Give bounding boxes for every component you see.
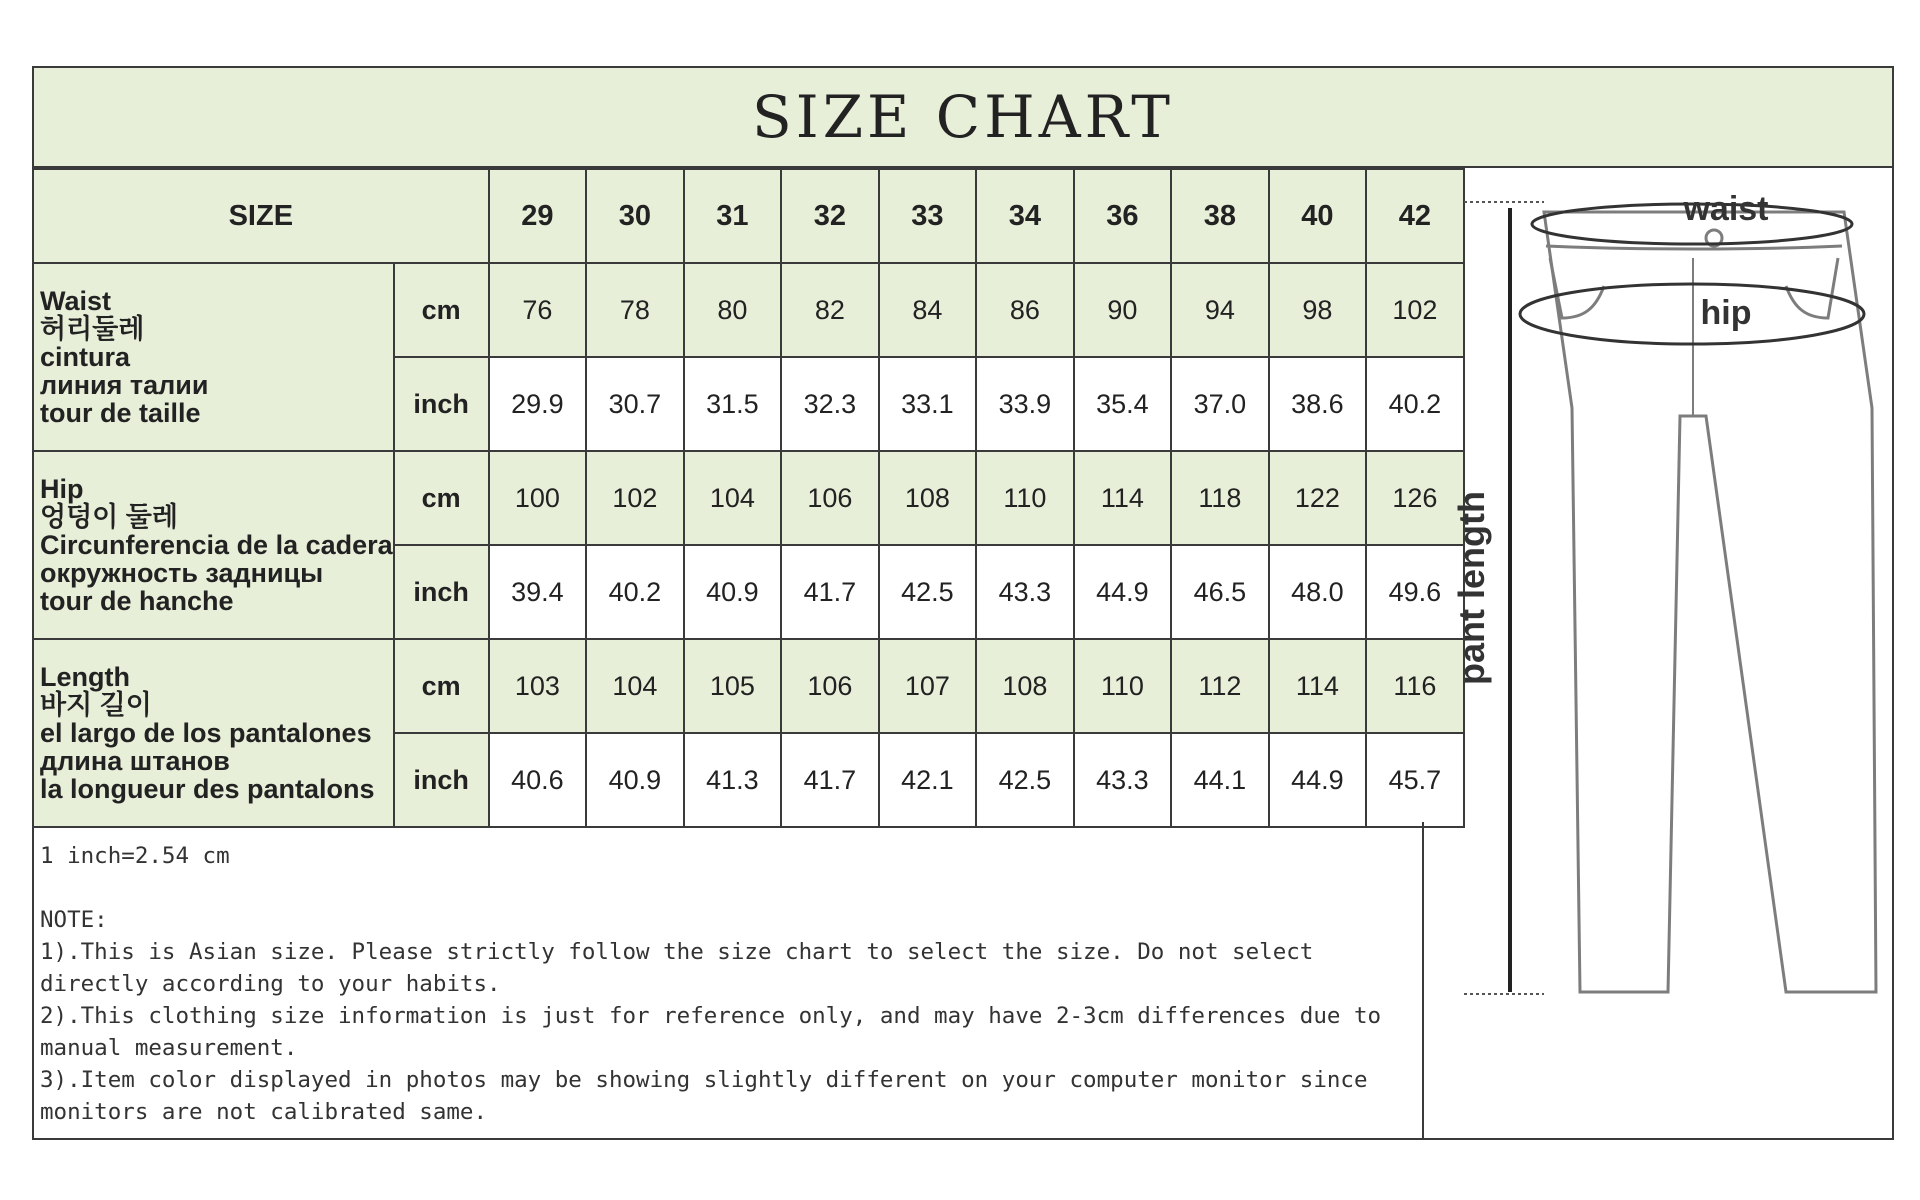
hip-cm-cell: 122 <box>1269 451 1367 545</box>
waist-cm-cell: 82 <box>781 263 879 357</box>
note-line: 1).This is Asian size. Please strictly follow the size chart to select the size. Do not select <box>40 939 1314 965</box>
unit-cm: cm <box>394 263 489 357</box>
conversion-note: 1 inch=2.54 cm <box>40 843 230 869</box>
size-header: 31 <box>684 169 782 263</box>
waist-cm-cell: 98 <box>1269 263 1367 357</box>
waist-inch-cell: 31.5 <box>684 357 782 451</box>
notes <box>34 822 1424 1138</box>
waist-inch-cell: 35.4 <box>1074 357 1172 451</box>
hip-cm-cell: 110 <box>976 451 1074 545</box>
waist-cm-cell: 80 <box>684 263 782 357</box>
waist-cm-cell: 76 <box>489 263 587 357</box>
size-header: 38 <box>1171 169 1269 263</box>
waist-cm-row <box>34 263 1464 357</box>
waist-cm-cell: 78 <box>586 263 684 357</box>
pants-diagram-icon <box>1424 168 1892 1138</box>
hip-label-line: окружность задницы <box>40 558 324 588</box>
length-label-line: la longueur des pantalons <box>40 774 375 804</box>
length-cm-cell: 103 <box>489 639 587 733</box>
hip-cm-cell: 104 <box>684 451 782 545</box>
length-inch-cell: 42.1 <box>879 733 977 827</box>
hip-label-line: Circunferencia de la cadera <box>40 530 393 560</box>
waist-label-line: линия талии <box>40 370 209 400</box>
hip-cm-cell: 102 <box>586 451 684 545</box>
waist-inch-cell: 33.1 <box>879 357 977 451</box>
waist-inch-cell: 33.9 <box>976 357 1074 451</box>
length-inch-cell: 42.5 <box>976 733 1074 827</box>
size-chart <box>32 66 1894 1140</box>
length-inch-cell: 44.1 <box>1171 733 1269 827</box>
note-line: manual measurement. <box>40 1035 298 1061</box>
hip-label-line: tour de hanche <box>40 586 234 616</box>
unit-inch: inch <box>394 545 489 639</box>
size-header: 42 <box>1366 169 1464 263</box>
size-header: 33 <box>879 169 977 263</box>
note-line: 2).This clothing size information is just for reference only, and may have 2-3cm differences due to <box>40 1003 1382 1029</box>
right-pocket <box>1786 258 1838 318</box>
waist-label: waist <box>1683 190 1769 228</box>
hip-inch-cell: 48.0 <box>1269 545 1367 639</box>
hip-inch-cell: 46.5 <box>1171 545 1269 639</box>
waist-inch-cell: 37.0 <box>1171 357 1269 451</box>
hip-inch-cell: 41.7 <box>781 545 879 639</box>
length-cm-cell: 110 <box>1074 639 1172 733</box>
length-inch-cell: 40.6 <box>489 733 587 827</box>
unit-cm: cm <box>394 451 489 545</box>
hip-label: hip <box>1700 294 1752 332</box>
length-cm-cell: 116 <box>1366 639 1464 733</box>
header-row <box>34 169 1464 263</box>
length-cm-cell: 106 <box>781 639 879 733</box>
length-cm-cell: 107 <box>879 639 977 733</box>
waist-cm-cell: 94 <box>1171 263 1269 357</box>
pants-diagram-panel <box>1424 168 1892 1138</box>
waist-label <box>34 263 394 451</box>
waist-label-line: Waist <box>40 286 112 316</box>
hip-cm-cell: 126 <box>1366 451 1464 545</box>
length-cm-cell: 114 <box>1269 639 1367 733</box>
unit-inch: inch <box>394 357 489 451</box>
waist-cm-cell: 90 <box>1074 263 1172 357</box>
note-heading: NOTE: <box>40 907 108 933</box>
waist-cm-cell: 86 <box>976 263 1074 357</box>
length-label-line: 바지 길이 <box>40 690 152 720</box>
size-header-label: SIZE <box>34 169 489 263</box>
size-table <box>34 168 1465 828</box>
note-line: monitors are not calibrated same. <box>40 1099 488 1125</box>
note-line: 3).Item color displayed in photos may be showing slightly different on your computer monitor since <box>40 1067 1368 1093</box>
length-label-line: длина штанов <box>40 746 230 776</box>
hip-inch-cell: 40.9 <box>684 545 782 639</box>
length-inch-cell: 41.3 <box>684 733 782 827</box>
note-line: directly according to your habits. <box>40 971 501 997</box>
length-inch-cell: 40.9 <box>586 733 684 827</box>
waist-cm-cell: 84 <box>879 263 977 357</box>
title-bar <box>34 68 1892 168</box>
length-inch-cell: 44.9 <box>1269 733 1367 827</box>
length-inch-cell: 41.7 <box>781 733 879 827</box>
hip-cm-cell: 108 <box>879 451 977 545</box>
hip-cm-cell: 106 <box>781 451 879 545</box>
length-cm-cell: 105 <box>684 639 782 733</box>
size-header: 29 <box>489 169 587 263</box>
hip-inch-cell: 40.2 <box>586 545 684 639</box>
hip-label-line: Hip <box>40 474 84 504</box>
length-cm-cell: 108 <box>976 639 1074 733</box>
length-label-line: el largo de los pantalones <box>40 718 372 748</box>
length-label-line: Length <box>40 662 130 692</box>
length-cm-row <box>34 639 1464 733</box>
length-label: pant length <box>1451 491 1492 685</box>
size-header: 34 <box>976 169 1074 263</box>
waist-label-line: tour de taille <box>40 398 201 428</box>
hip-inch-cell: 39.4 <box>489 545 587 639</box>
hip-inch-cell: 43.3 <box>976 545 1074 639</box>
hip-cm-cell: 100 <box>489 451 587 545</box>
size-header: 36 <box>1074 169 1172 263</box>
length-cm-cell: 112 <box>1171 639 1269 733</box>
waist-inch-cell: 40.2 <box>1366 357 1464 451</box>
hip-inch-cell: 49.6 <box>1366 545 1464 639</box>
hip-label <box>34 451 394 639</box>
size-header: 40 <box>1269 169 1367 263</box>
size-header: 32 <box>781 169 879 263</box>
length-inch-cell: 43.3 <box>1074 733 1172 827</box>
size-header: 30 <box>586 169 684 263</box>
waist-inch-cell: 30.7 <box>586 357 684 451</box>
unit-cm: cm <box>394 639 489 733</box>
waist-inch-cell: 29.9 <box>489 357 587 451</box>
waist-cm-cell: 102 <box>1366 263 1464 357</box>
waist-inch-cell: 38.6 <box>1269 357 1367 451</box>
hip-inch-cell: 44.9 <box>1074 545 1172 639</box>
waist-label-line: cintura <box>40 342 131 372</box>
waist-label-line: 허리둘레 <box>40 314 145 344</box>
hip-cm-cell: 114 <box>1074 451 1172 545</box>
hip-cm-row <box>34 451 1464 545</box>
hip-cm-cell: 118 <box>1171 451 1269 545</box>
hip-inch-cell: 42.5 <box>879 545 977 639</box>
waist-inch-cell: 32.3 <box>781 357 879 451</box>
length-cm-cell: 104 <box>586 639 684 733</box>
unit-inch: inch <box>394 733 489 827</box>
length-inch-cell: 45.7 <box>1366 733 1464 827</box>
waistband <box>1546 246 1842 249</box>
hip-label-line: 엉덩이 둘레 <box>40 502 178 532</box>
length-label <box>34 639 394 827</box>
page-title: SIZE CHART <box>752 83 1174 151</box>
